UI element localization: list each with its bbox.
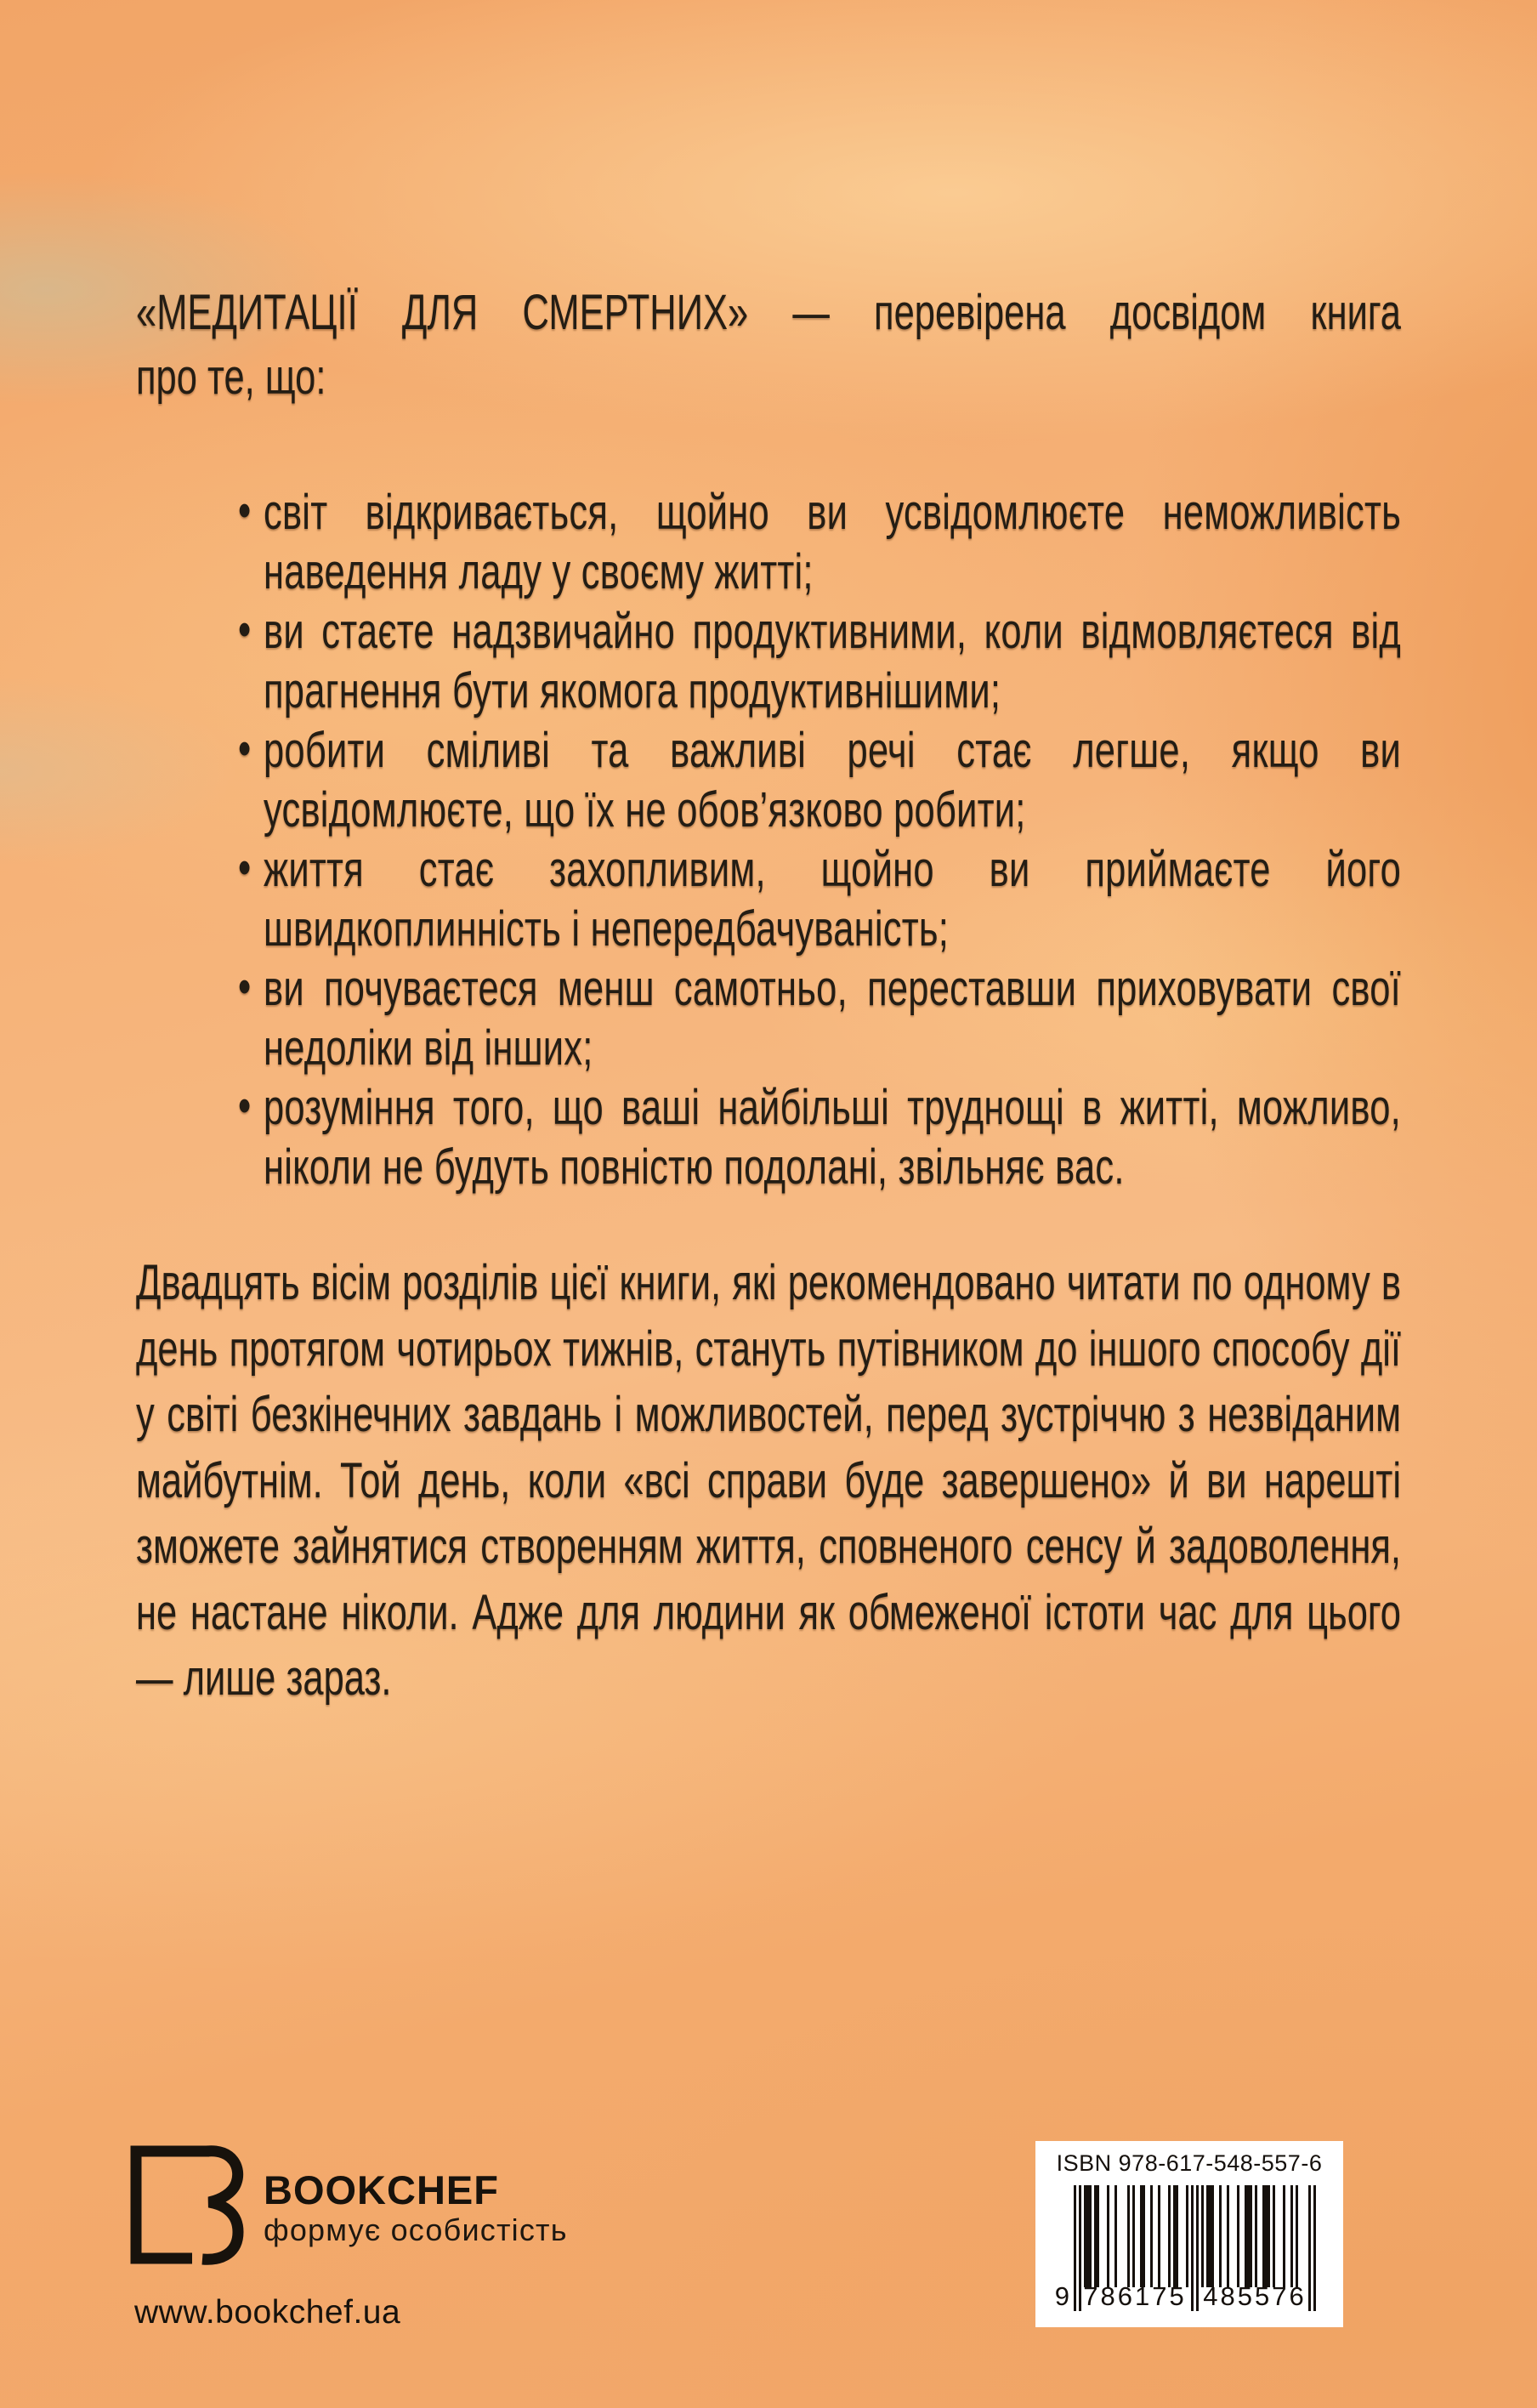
bullet-marker: • xyxy=(238,1078,252,1133)
list-item-text: робити сміливі та важливі речі стає легше, якщо ви усвідомлюєте, що їх не обов’язково робити; xyxy=(264,723,1401,838)
bullet-marker: • xyxy=(238,721,252,776)
list-item xyxy=(136,602,1401,721)
list-item xyxy=(136,721,1401,840)
list-item xyxy=(136,1078,1401,1197)
isbn-box xyxy=(1035,2141,1343,2327)
publisher-name: BOOKCHEF xyxy=(264,2167,499,2212)
list-item-text: ви стаєте надзвичайно продуктивними, коли відмовляєтеся від прагнення бути якомога продуктивнішими; xyxy=(264,604,1401,718)
intro-text xyxy=(136,281,1401,410)
closing-paragraph: Двадцять вісім розділів цієї книги, які рекомендовано читати по одному в день протягом чотирьох тижнів, стануть путівником до іншого способу дії у світі безкінечних завдань і можливостей, перед зустріччю з незвіданим майбутнім. Той день, коли «всі справи буде завершено» й ви нарешті зможете зайнятися створенням життя, сповненого сенсу й задоволення, не настане ніколи. Адже для людини як обмеженої істоти час для цього — лише зараз. xyxy=(136,1255,1401,1706)
barcode-digit-first: 9 xyxy=(1054,2281,1069,2311)
barcode-digits-right: 485576 xyxy=(1203,2281,1307,2311)
list-item-text: розуміння того, що ваші найбільші труднощі в житті, можливо, ніколи не будуть повністю подолані, звільняє вас. xyxy=(264,1080,1401,1195)
intro-line-1: «МЕДИТАЦІЇ ДЛЯ СМЕРТНИХ» — перевірена досвідом книга xyxy=(136,285,1401,340)
bullet-marker: • xyxy=(238,602,252,657)
list-item xyxy=(136,840,1401,959)
barcode-digits-left: 786175 xyxy=(1083,2281,1187,2311)
list-item xyxy=(136,483,1401,602)
bullet-marker: • xyxy=(238,840,252,895)
intro-line-2: про те, що: xyxy=(136,349,326,405)
list-item-text: світ відкривається, щойно ви усвідомлюєте неможливість наведення ладу у своєму житті; xyxy=(264,485,1401,599)
isbn-label: ISBN 978-617-548-557-6 xyxy=(1056,2150,1323,2176)
list-item-text: ви почуваєтеся менш самотньо, переставши приховувати свої недоліки від інших; xyxy=(264,961,1401,1076)
bullet-marker: • xyxy=(238,483,252,538)
list-item xyxy=(136,959,1401,1078)
list-item-text: життя стає захопливим, щойно ви приймаєте його швидкоплинність і непередбачуваність; xyxy=(264,842,1401,957)
publisher-tagline: формує особистість xyxy=(264,2212,568,2247)
bullet-marker: • xyxy=(238,959,252,1014)
bullet-list xyxy=(136,483,1401,1197)
publisher-website: www.bookchef.ua xyxy=(134,2294,401,2331)
bookchef-logo-icon xyxy=(126,2144,245,2265)
text-column xyxy=(136,0,1401,2408)
